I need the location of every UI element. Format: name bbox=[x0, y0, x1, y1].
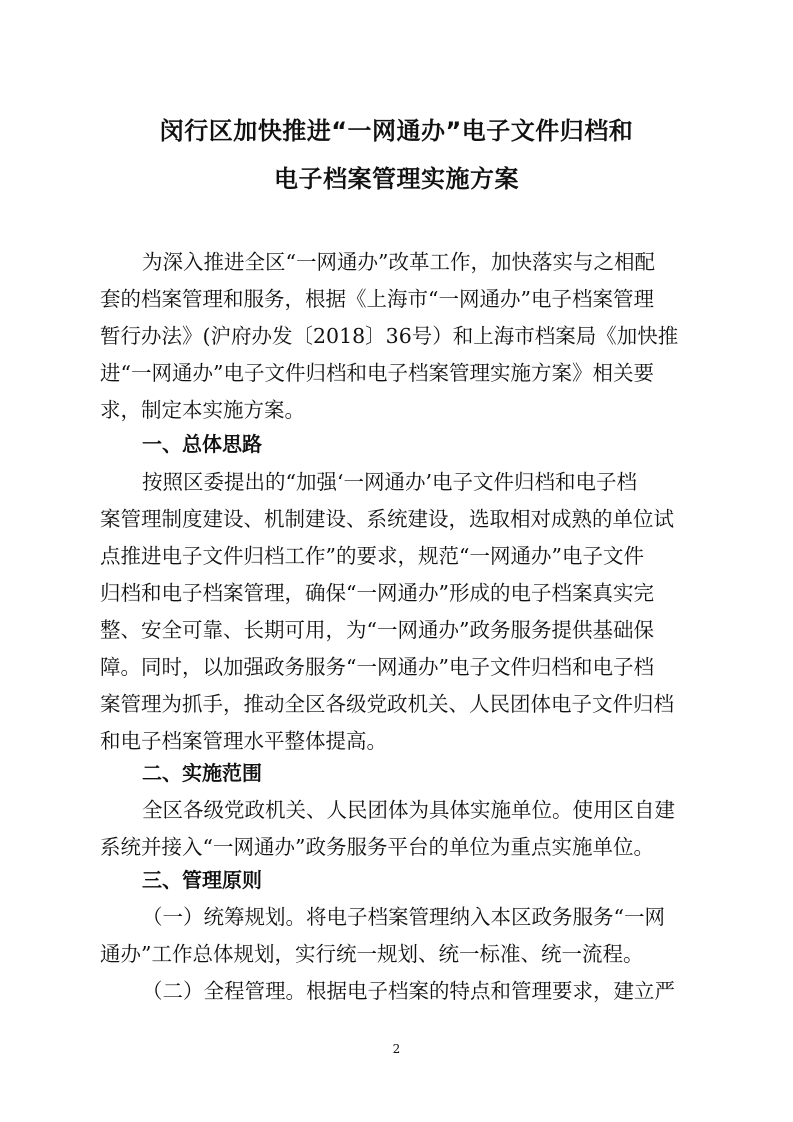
document-title-line-2: 电子档案管理实施方案 bbox=[274, 165, 519, 193]
section1-line: 障。同时，以加强政务服务“一网通办”电子文件归档和电子档 bbox=[100, 655, 654, 679]
section1-line: 整、安全可靠、长期可用，为“一网通办”政务服务提供基础保 bbox=[100, 618, 654, 642]
section1-line: 案管理为抓手，推动全区各级党政机关、人民团体电子文件归档 bbox=[100, 692, 674, 716]
section1-line: 案管理制度建设、机制建设、系统建设，选取相对成熟的单位试 bbox=[100, 507, 674, 531]
intro-line: 暂行办法》(沪府办发〔2018〕36号）和上海市档案局《加快推 bbox=[100, 324, 679, 348]
section1-line: 归档和电子档案管理，确保“一网通办”形成的电子档案真实完 bbox=[100, 581, 654, 605]
page-number: 2 bbox=[392, 1042, 401, 1056]
section3-line: （一）统筹规划。将电子档案管理纳入本区政务服务“一网 bbox=[142, 905, 665, 929]
section1-line: 和电子档案管理水平整体提高。 bbox=[100, 729, 387, 753]
intro-line: 套的档案管理和服务，根据《上海市“一网通办”电子档案管理 bbox=[100, 287, 654, 311]
document-title-line-1: 闵行区加快推进“一网通办”电子文件归档和 bbox=[159, 117, 634, 145]
section3-line: 通办”工作总体规划，实行统一规划、统一标准、统一流程。 bbox=[100, 942, 644, 966]
section1-line: 点推进电子文件归档工作”的要求，规范“一网通办”电子文件 bbox=[100, 544, 644, 568]
intro-line: 为深入推进全区“一网通办”改革工作，加快落实与之相配 bbox=[142, 250, 655, 274]
section-heading-1: 一、总体思路 bbox=[142, 432, 262, 456]
section2-line: 全区各级党政机关、人民团体为具体实施单位。使用区自建 bbox=[142, 798, 675, 822]
intro-line: 进“一网通办”电子文件归档和电子档案管理实施方案》相关要 bbox=[100, 361, 654, 385]
section2-line: 系统并接入“一网通办”政务服务平台的单位为重点实施单位。 bbox=[100, 835, 654, 859]
section-heading-3: 三、管理原则 bbox=[142, 868, 262, 892]
section-heading-2: 二、实施范围 bbox=[142, 761, 262, 785]
intro-line: 求，制定本实施方案。 bbox=[100, 398, 305, 422]
section3-line: （二）全程管理。根据电子档案的特点和管理要求，建立严 bbox=[142, 979, 675, 1003]
section1-line: 按照区委提出的“加强‘一网通办’电子文件归档和电子档 bbox=[142, 470, 638, 494]
